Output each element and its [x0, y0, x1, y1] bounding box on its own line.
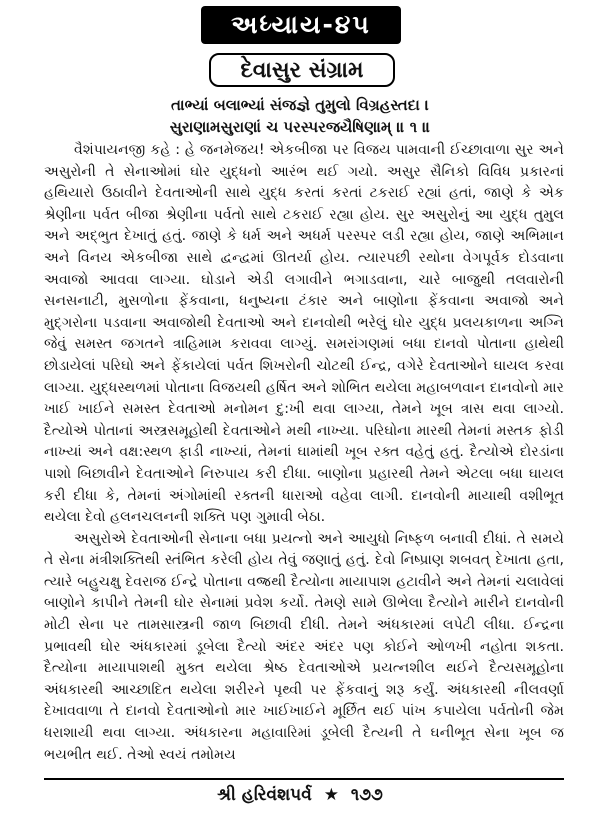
paragraph-2: અસુરોએ દેવતાઓની સેનાના બધા પ્રયત્નો અને આયુધો નિષ્ફળ બનાવી દીધાં. તે સમયે તે સેના મંત્રીશક્તિથી સ્તંભિત કરેલી હોય તેવું જણાતું હતું. દેવો નિષ્પ્રાણ શબવત્ દેખાતા હતા, ત્યારે બહુચક્ષુ દેવરાજ ઈન્દ્રે પોતાના વજ્રથી દૈત્યોના માયાપાશ હટાવીને અને તેમનાં ચલાવેલાં બાણોને કાપીને તેમની ઘોર સેનામાં પ્રવેશ કર્યો. તેમણે સામે ઊભેલા દૈત્યોને મારીને દાનવોની મોટી સેના પર તામસાસ્ત્રની જાળ બિછાવી દીધી. તેમને અંધકારમાં લપેટી લીધા. ઈન્દ્રના પ્રભાવથી ઘોર અંધકારમાં ડૂબેલા દૈત્યો અંદર અંદર પણ કોઈને ઓળખી નહોતા શકતા. દૈત્યોના માયાપાશથી મુક્ત થયેલા શ્રેષ્ઠ દેવતાઓએ પ્રયત્નશીલ થઈને દૈત્યસમૂહોના અંધકારથી આચ્છાદિત થયેલા શરીરને પૃથ્વી પર ફેંકવાનું શરૂ કર્યું. અંધકારથી નીલવર્ણા દેખાવવાળા તે દાનવો દેવતાઓનો માર ખાઈખાઈને મૂર્છિત થઈ પાંખ કપાયેલા પર્વતોની જેમ ધરાશાયી થવા લાગ્યા. અંધકારના મહાવારિમાં ડૂબેલી દૈત્યની તે ઘનીભૂત સેના ખૂબ જ ભયભીત થઈ. તેઓ સ્વયં તમોમય: [44, 530, 564, 763]
page-footer: [0, 785, 600, 805]
chapter-heading-banner: [201, 6, 401, 44]
paragraph-1: વૈશંપાયનજી કહે : હે જનમેજય! એકબીજા પર વિજય પામવાની ઈચ્છાવાળા સુર અને અસુરોની તે સેનાઓમાં ઘોર યુદ્ધનો આરંભ થઈ ગયો. અસુર સૈનિકો વિવિધ પ્રકારનાં હથિયારો ઉઠાવીને દેવતાઓની સાથે યુદ્ધ કરતાં કરતાં ટકરાઈ રહ્યાં હતાં, જાણે કે એક શ્રેણીના પર્વત બીજા શ્રેણીના પર્વતો સાથે ટકરાઈ રહ્યા હોય. સુર અસુરોનું આ યુદ્ધ તુમુલ અને અદ્ભુત દેખાતું હતું. જાણે કે ધર્મ અને અધર્મ પરસ્પર લડી રહ્યા હોય, જાણે અભિમાન અને વિનય એકબીજા સાથે દ્વન્દ્વમાં ઊતર્યા હોય. ત્યારપછી રથોના વેગપૂર્વક દોડવાના અવાજો આવવા લાગ્યા. ઘોડાને એડી લગાવીને ભગાડવાના, ચારે બાજુથી તલવારોની સનસનાટી, મુસળોના ફેંકવાના, ધનુષ્યના ટંકાર અને બાણોના ફેંકવાના અવાજો અને મુદ્ગરોના પડવાના અવાજોથી દેવતાઓ અને દાનવોથી ભરેલું ઘોર યુદ્ધ પ્રલયકાળના અગ્નિ જેવું સમસ્ત જગતને ત્રાહિમામ કરાવવા લાગ્યું. સમરાંગણમાં બધા દાનવો પોતાના હાથેથી છોડાયેલાં પરિઘો અને ફેંકાયેલાં પર્વત શિખરોની ચોટથી ઈન્દ્ર, વગેરે દેવતાઓને ઘાયલ કરવા લાગ્યા. યુદ્ધસ્થળમાં પોતાના વિજયથી હર્ષિત અને શોભિત થયેલા મહાબળવાન દાનવોનો માર ખાઈ ખાઈને સમસ્ત દેવતાઓ મનોમન દુ:ખી થવા લાગ્યા, તેમને ખૂબ ત્રાસ થવા લાગ્યો. દૈત્યોએ પોતાનાં અસ્ત્રસમૂહોથી દેવતાઓને મથી નાખ્યા. પરિઘોના મારથી તેમનાં મસ્તક ફોડી નાખ્યાં અને વક્ષ:સ્થળ ફાડી નાખ્યાં, તેમનાં ઘામાંથી ખૂબ રક્ત વહેતું હતું. દૈત્યોએ દોરડાંના પાશો બિછાવીને દેવતાઓને નિરુપાય કરી દીધા. બાણોના પ્રહારથી તેમને એટલા બધા ઘાયલ કરી દીધા કે, તેમનાં અંગોમાંથી રક્તની ધારાઓ વહેવા લાગી. દાનવોની માયાથી વશીભૂત થયેલા દેવો હલનચલનની શક્તિ પણ ગુમાવી બેઠા.: [44, 142, 564, 526]
chapter-subtitle-box: [209, 53, 395, 87]
footer-book-title: શ્રી હરિવંશપર્વ: [217, 785, 312, 805]
body-text: [44, 140, 564, 766]
shloka-line-2: સુરાણામસુરાણાં ચ પરસ્પરજયૈષિણામ્ ॥ ૧ ॥: [169, 118, 431, 136]
chapter-subtitle: દેવાસુર સંગ્રામ: [240, 57, 364, 83]
shloka-verse: [60, 94, 540, 138]
page-number: ૧૭૭: [350, 785, 383, 805]
shloka-line-1: તાભ્યાં બલાભ્યાં સંજજ્ઞે તુમુલો વિગ્રહસ્તદા ।: [170, 96, 430, 114]
star-icon: ★: [323, 785, 339, 805]
chapter-title: અધ્યાય-૪૫: [231, 10, 371, 39]
footer-divider: [44, 778, 564, 780]
